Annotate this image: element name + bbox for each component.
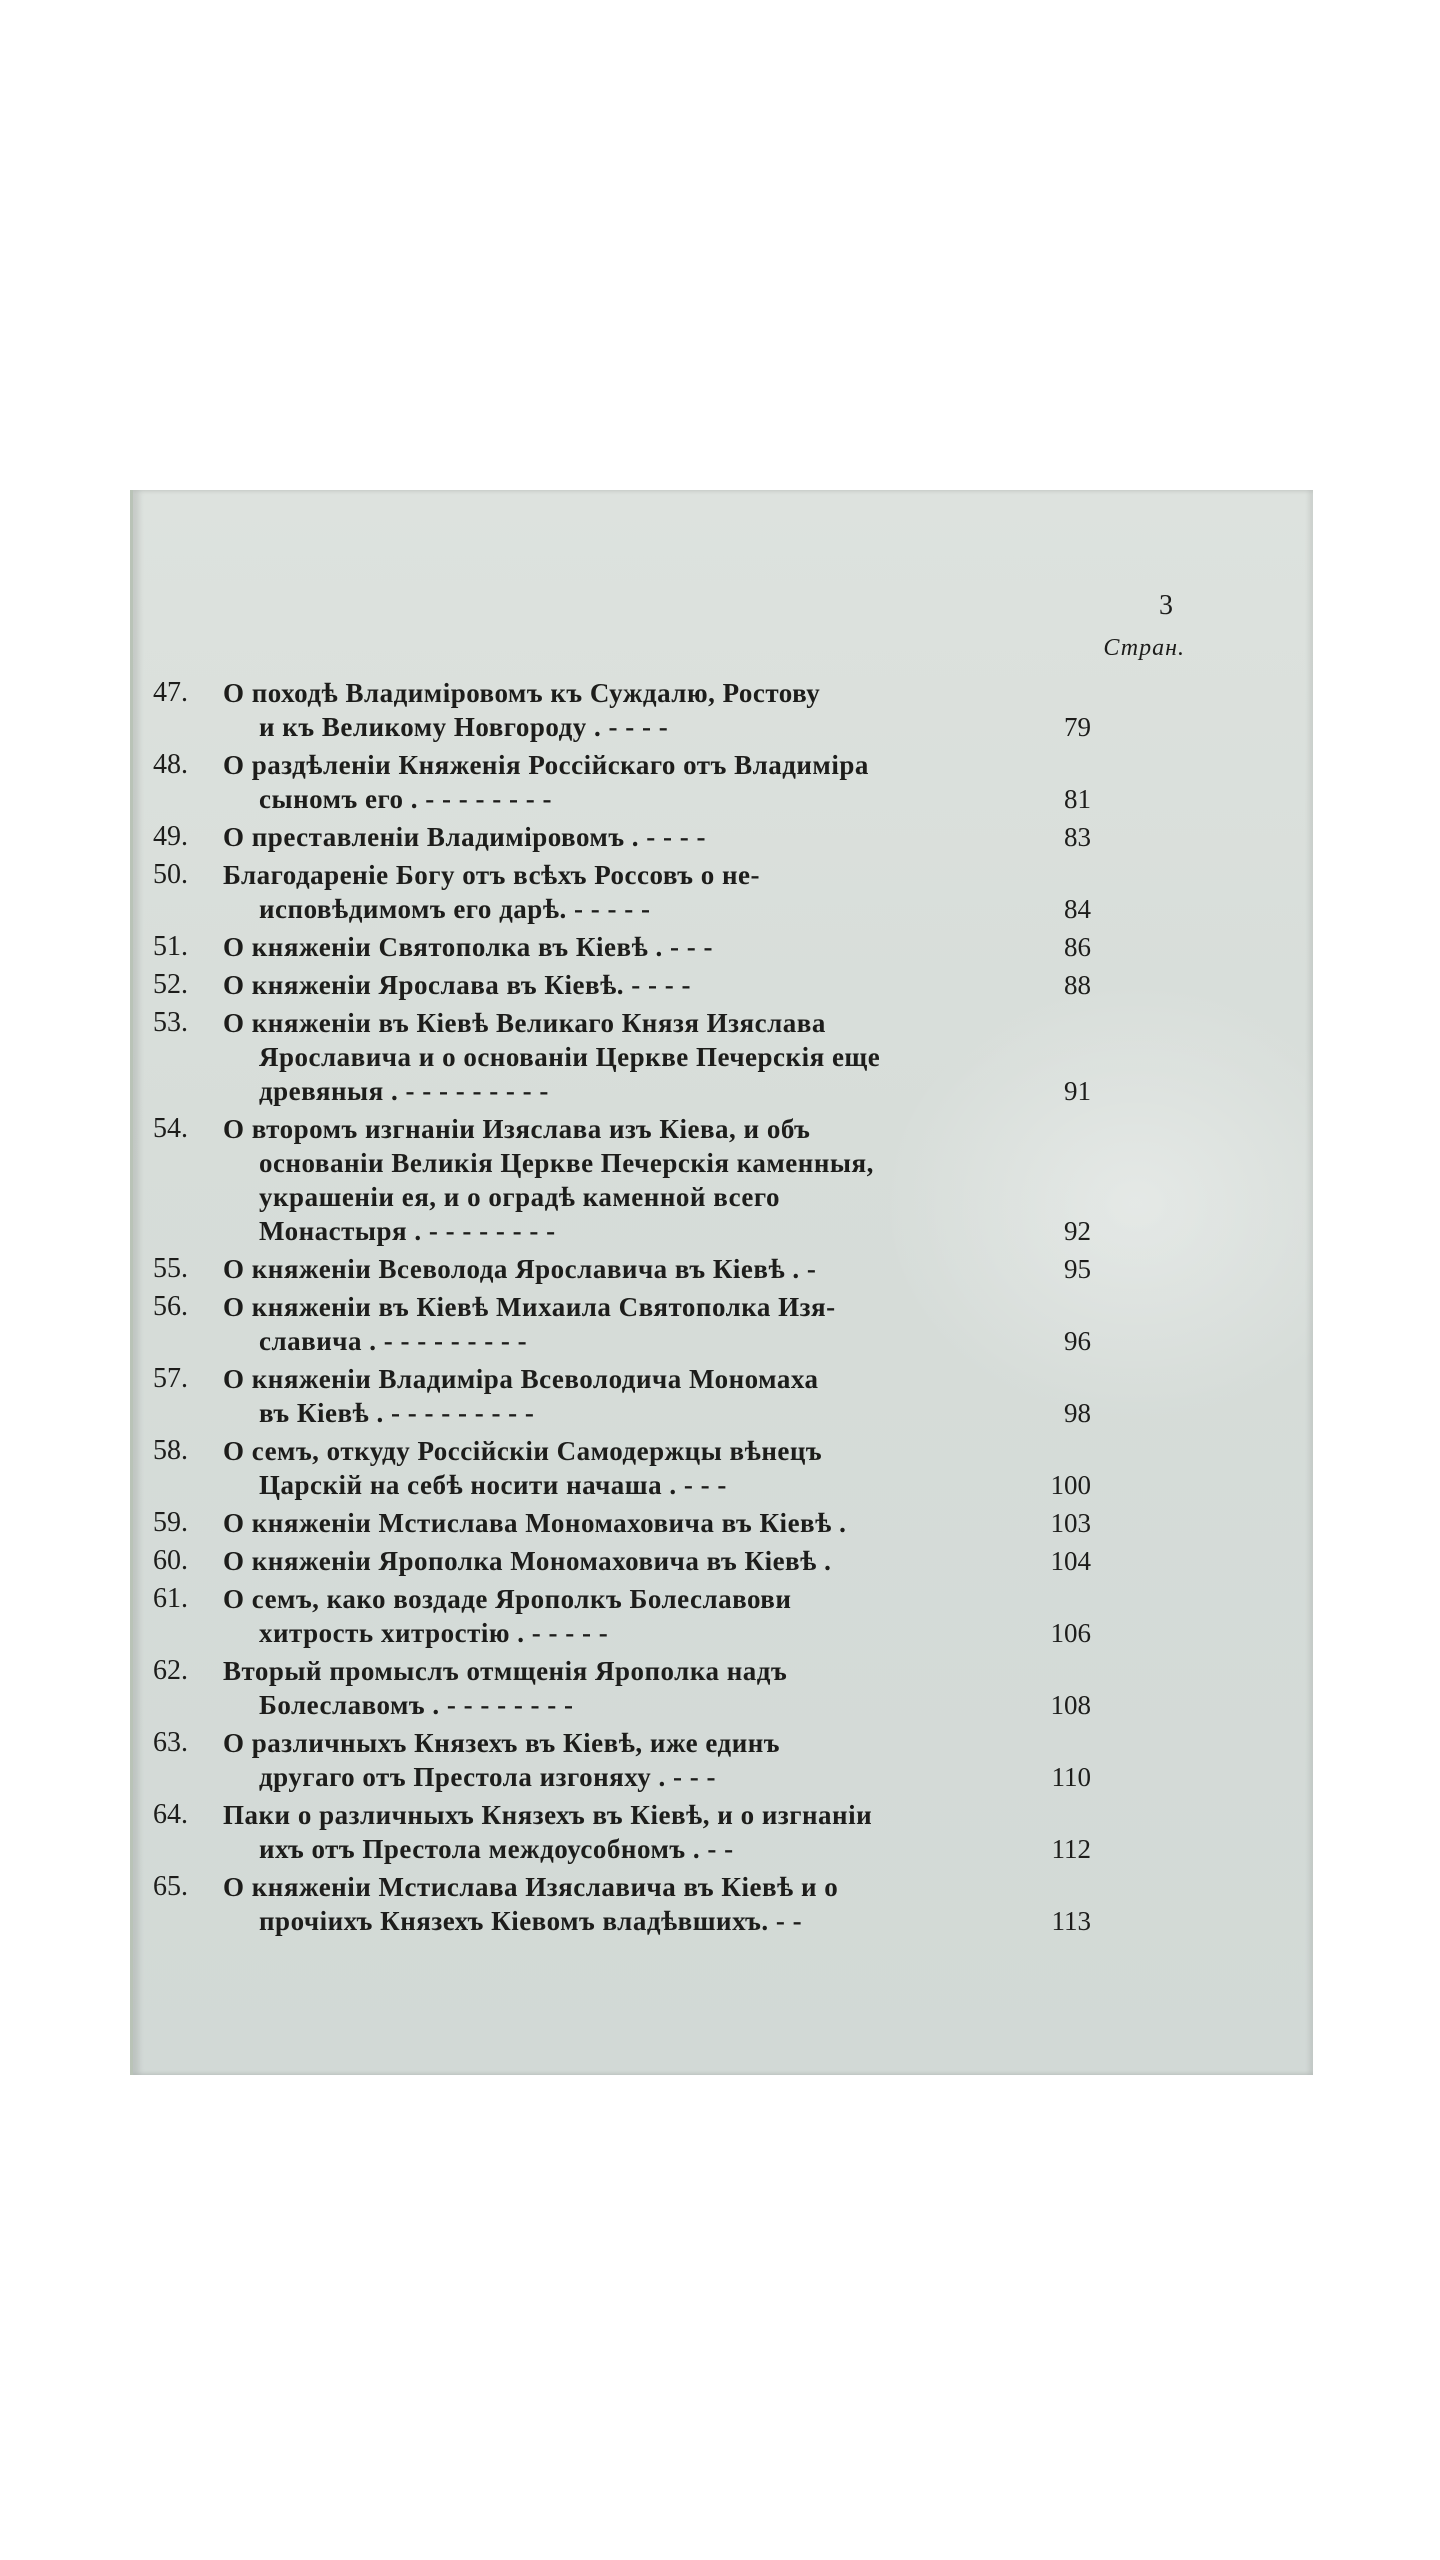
entry-title-line: О княженіи Мстислава Изяславича въ Кіевѣ и о (223, 1872, 839, 1902)
entry-page-number: 92 (1064, 1216, 1091, 1246)
entry-title-line: славича . - - - - - - - - - (259, 1326, 528, 1356)
entry-title (223, 1506, 1027, 1540)
entry-page-number: 86 (1064, 932, 1091, 962)
entry-title-line: О различныхъ Князехъ въ Кіевѣ, иже единъ (223, 1728, 781, 1758)
entry-title-line: другаго отъ Престола изгоняху . - - - (259, 1762, 716, 1792)
entry-page-number: 112 (1051, 1834, 1091, 1864)
entry-title-line: Монастыря . - - - - - - - - (259, 1216, 556, 1246)
entry-title (223, 968, 1027, 1002)
entry-title-line: О семъ, како воздаде Ярополкъ Болеславови (223, 1584, 792, 1614)
entry-number: 49. (153, 821, 188, 852)
entry-number: 59. (153, 1507, 188, 1538)
entry-title-line: О раздѣленіи Княженія Россійскаго отъ Владиміра (223, 750, 869, 780)
entry-number: 64. (153, 1799, 188, 1830)
entry-page-number: 96 (1064, 1326, 1091, 1356)
toc-entry (153, 1798, 1091, 1866)
entry-title-line: О семъ, откуду Россійскіи Самодержцы вѣнецъ (223, 1436, 823, 1466)
book-page (130, 490, 1313, 2075)
entry-title-line: О походѣ Владиміровомъ къ Суждалю, Ростову (223, 678, 821, 708)
entry-number: 63. (153, 1727, 188, 1758)
entry-page-number: 108 (1050, 1690, 1091, 1720)
entry-title (223, 1112, 1027, 1248)
entry-page-number: 79 (1064, 712, 1091, 742)
entry-number: 52. (153, 969, 188, 1000)
entry-title-line: Вторый промыслъ отмщенія Ярополка надъ (223, 1656, 788, 1686)
entry-number: 56. (153, 1291, 188, 1322)
toc-entry (153, 858, 1091, 926)
entry-page-number: 95 (1064, 1254, 1091, 1284)
entry-page-number: 84 (1064, 894, 1091, 924)
entry-title-line: ихъ отъ Престола междоусобномъ . - - (259, 1834, 734, 1864)
entry-title-line: Паки о различныхъ Князехъ въ Кіевѣ, и о изгнаніи (223, 1800, 873, 1830)
entry-page-number: 110 (1051, 1762, 1091, 1792)
entry-number: 58. (153, 1435, 188, 1466)
entry-number: 51. (153, 931, 188, 962)
entry-page-number: 91 (1064, 1076, 1091, 1106)
entry-page-number: 106 (1050, 1618, 1091, 1648)
entry-title-line: Благодареніе Богу отъ всѣхъ Россовъ о не- (223, 860, 761, 890)
entry-page-number: 100 (1050, 1470, 1091, 1500)
toc-entry (153, 1112, 1091, 1248)
entry-title-line: прочіихъ Князехъ Кіевомъ владѣвшихъ. - - (259, 1906, 803, 1936)
toc-entry (153, 1006, 1091, 1108)
entry-title-line: сыномъ его . - - - - - - - - (259, 784, 552, 814)
toc-entry (153, 1290, 1091, 1358)
entry-number: 53. (153, 1007, 188, 1038)
entry-title-line: украшеніи ея, и о оградѣ каменной всего (259, 1182, 780, 1212)
entry-title-line: О княженіи Ярослава въ Кіевѣ. - - - - (223, 970, 691, 1000)
entry-page-number: 103 (1050, 1508, 1091, 1538)
entry-title (223, 1654, 1027, 1722)
entry-page-number: 98 (1064, 1398, 1091, 1428)
entry-title (223, 1870, 1027, 1938)
entry-number: 50. (153, 859, 188, 890)
entry-title-line: О княженіи Святополка въ Кіевѣ . - - - (223, 932, 713, 962)
toc-entry (153, 1544, 1091, 1578)
entry-title-line: О княженіи Всеволода Ярославича въ Кіевѣ . - (223, 1254, 817, 1284)
entry-number: 65. (153, 1871, 188, 1902)
entry-page-number: 83 (1064, 822, 1091, 852)
toc-entry (153, 748, 1091, 816)
entry-title (223, 1252, 1027, 1286)
entry-title-line: исповѣдимомъ его дарѣ. - - - - - (259, 894, 651, 924)
entry-title (223, 748, 1027, 816)
entry-title-line: Ярославича и о основаніи Церкве Печерскія еще (259, 1042, 881, 1072)
entry-title-line: О княженіи въ Кіевѣ Михаила Святополка Изя- (223, 1292, 836, 1322)
page-column-header: Стран. (1103, 635, 1185, 661)
entry-number: 57. (153, 1363, 188, 1394)
entry-title (223, 858, 1027, 926)
entry-title (223, 1434, 1027, 1502)
toc-entry (153, 1252, 1091, 1286)
toc-entry (153, 1870, 1091, 1938)
entry-number: 48. (153, 749, 188, 780)
entry-title-line: О второмъ изгнаніи Изяслава изъ Кіева, и объ (223, 1114, 811, 1144)
toc-entry (153, 1362, 1091, 1430)
toc-entry (153, 820, 1091, 854)
entry-title (223, 1362, 1027, 1430)
toc-entry (153, 1582, 1091, 1650)
entry-title-line: О княженіи Владиміра Всеволодича Мономаха (223, 1364, 819, 1394)
entry-title-line: основаніи Великія Церкве Печерскія каменныя, (259, 1148, 874, 1178)
entry-title (223, 1726, 1027, 1794)
entry-page-number: 81 (1064, 784, 1091, 814)
entry-title-line: О княженіи Мстислава Мономаховича въ Кіевѣ . (223, 1508, 847, 1538)
table-of-contents (153, 676, 1091, 1942)
entry-title (223, 1544, 1027, 1578)
entry-number: 60. (153, 1545, 188, 1576)
entry-title (223, 1290, 1027, 1358)
entry-number: 62. (153, 1655, 188, 1686)
toc-entry (153, 1506, 1091, 1540)
entry-page-number: 104 (1050, 1546, 1091, 1576)
toc-entry (153, 968, 1091, 1002)
entry-title (223, 930, 1027, 964)
entry-number: 47. (153, 677, 188, 708)
entry-title-line: Болеславомъ . - - - - - - - - (259, 1690, 574, 1720)
entry-title (223, 820, 1027, 854)
entry-title-line: О княженіи Ярополка Мономаховича въ Кіевѣ . (223, 1546, 832, 1576)
toc-entry (153, 1726, 1091, 1794)
entry-number: 61. (153, 1583, 188, 1614)
toc-entry (153, 676, 1091, 744)
entry-number: 55. (153, 1253, 188, 1284)
entry-title (223, 1006, 1027, 1108)
page-number: 3 (1159, 590, 1173, 621)
entry-title (223, 1582, 1027, 1650)
entry-title-line: О княженіи въ Кіевѣ Великаго Князя Изяслава (223, 1008, 826, 1038)
entry-page-number: 88 (1064, 970, 1091, 1000)
entry-title-line: древяныя . - - - - - - - - - (259, 1076, 549, 1106)
entry-title-line: и къ Великому Новгороду . - - - - (259, 712, 669, 742)
entry-number: 54. (153, 1113, 188, 1144)
toc-entry (153, 1654, 1091, 1722)
entry-title-line: въ Кіевѣ . - - - - - - - - - (259, 1398, 535, 1428)
entry-title (223, 1798, 1027, 1866)
entry-page-number: 113 (1051, 1906, 1091, 1936)
entry-title-line: О преставленіи Владиміровомъ . - - - - (223, 822, 707, 852)
entry-title-line: хитрость хитростію . - - - - - (259, 1618, 609, 1648)
toc-entry (153, 930, 1091, 964)
entry-title-line: Царскій на себѣ носити начаша . - - - (259, 1470, 727, 1500)
entry-title (223, 676, 1027, 744)
toc-entry (153, 1434, 1091, 1502)
